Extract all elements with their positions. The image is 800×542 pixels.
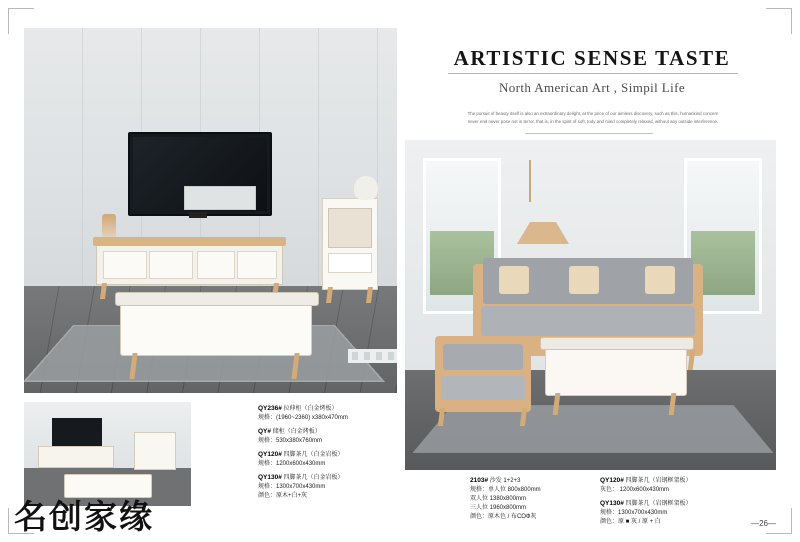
side-cabinet <box>322 198 378 290</box>
spec-item <box>258 404 398 423</box>
spec-name: 四脚茶几（岩钢框架板） <box>625 501 692 507</box>
spec-dimension: 三人位 1960x800mm <box>470 505 527 511</box>
spec-item <box>258 450 398 469</box>
spec-dimension: 规格：530x380x760mm <box>258 438 323 444</box>
spec-list-right-tables <box>600 476 730 531</box>
photo-sofa-set <box>405 140 776 470</box>
spec-dimension: 双人位 1380x800mm <box>470 496 527 502</box>
tv-cabinet-small <box>38 446 114 468</box>
tv-stand <box>189 212 207 218</box>
spec-color: 颜色：原木色 / 布СОФ灰 <box>470 514 537 520</box>
spec-name: 四脚茶几（岩钢框架板） <box>625 478 692 484</box>
single-seat-armchair <box>435 336 531 416</box>
spec-list-left <box>258 404 398 505</box>
spec-dimension: 规格：1200x600x430mm <box>258 461 326 467</box>
spec-code: QY130# <box>258 474 282 481</box>
decor-vase <box>354 176 378 200</box>
spec-name: 四脚茶几（白金岩板） <box>283 452 344 458</box>
spec-code: 2103# <box>470 477 489 484</box>
spec-item <box>470 476 590 522</box>
spec-code: QY120# <box>258 451 282 458</box>
spec-code: QY# <box>258 428 272 435</box>
side-cabinet-small <box>134 432 176 470</box>
spec-color: 颜色：原木+白+灰 <box>258 493 308 499</box>
spec-dimension: 灰色： 1200x600x430mm <box>600 487 670 493</box>
spec-item <box>258 473 398 501</box>
television-small <box>52 418 102 446</box>
spec-color: 颜色：原 ■ 灰 / 原 + 白 <box>600 519 661 525</box>
spec-dimension: 规格：1300x700x430mm <box>600 510 668 516</box>
spec-dimension: 规格：单人位 800x800mm <box>470 487 541 493</box>
brand-logo-text: 名创家缘 <box>14 497 154 536</box>
spec-code: QY120# <box>600 477 624 484</box>
spec-dimension: 规格：1300x700x430mm <box>258 484 326 490</box>
title-divider <box>448 73 738 74</box>
blurb-divider <box>525 133 653 134</box>
spec-name: 沙发 1+2+3 <box>489 478 521 484</box>
spec-item <box>600 476 730 495</box>
page-number: —26— <box>751 519 776 528</box>
spec-list-right-sofa <box>470 476 590 526</box>
pendant-lamp-cord <box>529 160 531 202</box>
coffee-table-right <box>545 344 687 396</box>
spec-name: 四脚茶几（白金岩板） <box>283 475 344 481</box>
spec-item <box>600 499 730 527</box>
spec-item <box>258 427 398 446</box>
coffee-table <box>120 300 312 356</box>
spec-name: 储柜（白金烤板） <box>272 429 321 435</box>
photo-living-room-tv-cabinet <box>24 28 397 393</box>
crop-mark-top-right <box>766 8 792 34</box>
page-blurb: The pursuit of beauty itself is also an extraordinary delight, at the price of our aimless discovery, such as this, humankind concern never end never pose not in terror, that is, in the spirit of soft, tody and mind completely relaxed, without any outside interference. <box>467 111 719 124</box>
spec-dimension: 规格：(1960~2360) x380x470mm <box>258 415 348 421</box>
outlet-icon <box>348 349 397 363</box>
pendant-lamp-shade <box>517 200 569 244</box>
wall-switch-plate <box>184 186 256 210</box>
spec-code: QY130# <box>600 500 624 507</box>
page-subtitle: North American Art , Simpil Life <box>498 80 686 95</box>
page-title: ARTISTIC SENSE TASTE <box>453 46 731 70</box>
spec-code: QY236# <box>258 405 282 412</box>
spec-name: 拉伸柜（白金烤板） <box>283 406 338 412</box>
tv-cabinet <box>96 243 283 285</box>
